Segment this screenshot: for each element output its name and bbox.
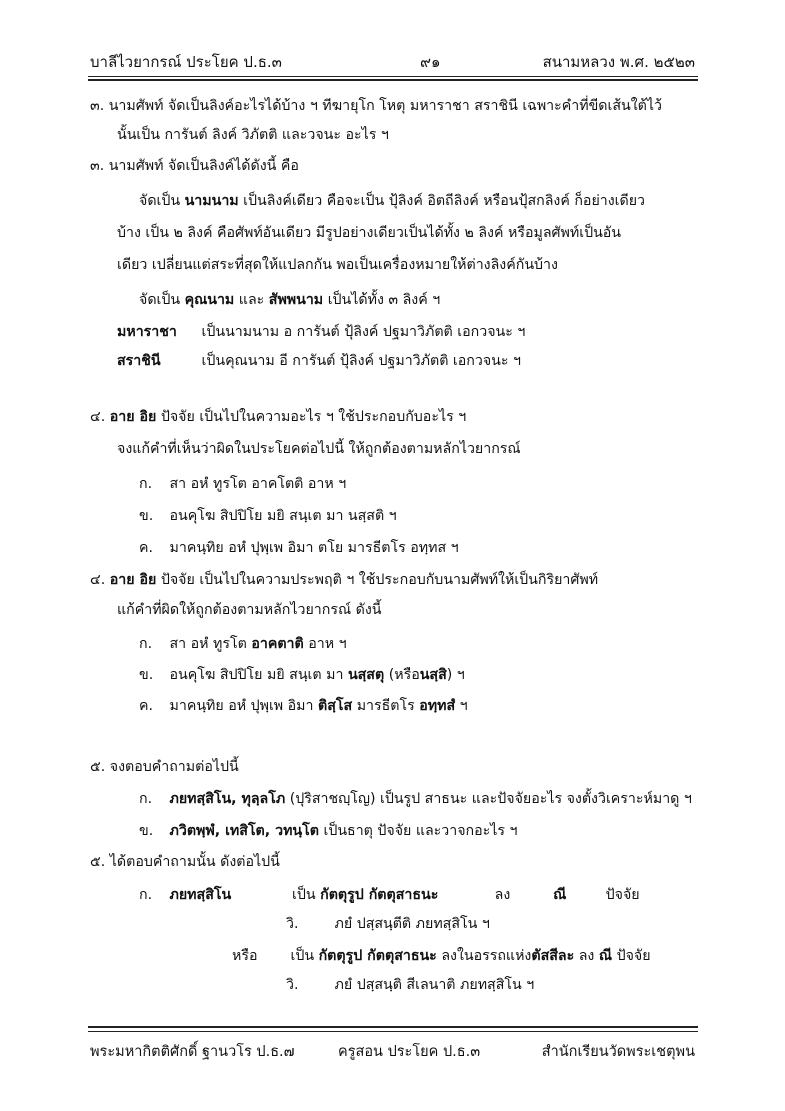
a4-item-3-mark: ค.	[139, 698, 154, 714]
q3-number: ๓.	[90, 98, 105, 114]
q4-item-3-mark: ค.	[139, 540, 154, 556]
a4-item-2-alt: นสฺสิ	[419, 667, 447, 683]
a3-line-1	[90, 156, 299, 176]
q5-item-2-mark: ข.	[139, 823, 154, 839]
a3-para-3: เดียว เปลี่ยนแต่สระที่สุดให้แปลกกัน พอเป็นเครื่องหมายให้ต่างลิงค์กันบ้าง	[117, 257, 558, 273]
q3-line-1	[90, 96, 662, 116]
q3-text-1: นามศัพท์ จัดเป็นลิงค์อะไรได้บ้าง ฯ ทีฆายุโก โหตุ มหาราชา สราชินี เฉพาะคำที่ขีดเส้นใต้ไว้	[108, 98, 662, 114]
q4-head: ปัจจัย เป็นไปในความอะไร ฯ ใช้ประกอบกับอะไร ฯ	[160, 409, 467, 425]
a3-para-1	[139, 191, 645, 211]
q5-number: ๕.	[90, 759, 106, 775]
a5-line-1	[90, 852, 280, 872]
page-header	[90, 50, 695, 76]
a5-analysis-1-mark: วิ.	[286, 916, 299, 932]
a3-word-1-term: มหาราชา	[117, 324, 177, 340]
a5-t1-e: ปัจจัย	[605, 887, 640, 903]
a5-analysis-1	[286, 914, 490, 934]
a4-item-3-correction-1: ติสฺโส	[318, 698, 353, 714]
a4-item-1-correction: อาคตาติ	[251, 636, 304, 652]
a3-p1-c: เป็นลิงค์เดียว คือจะเป็น ปุ้ลิงค์ อิตถีลิงค์ หรือนปุ้สกลิงค์ ก็อย่างเดียว	[243, 193, 646, 209]
a5-t2-c: ลงในอรรถแห่ง	[441, 948, 532, 964]
a5-t1-c: ลง	[494, 887, 511, 903]
q4-line-1	[90, 407, 466, 427]
a5-t2-form: กัตตุรูป กัตตุสาธนะ	[318, 948, 437, 964]
q4-item-2-mark: ข.	[139, 508, 154, 524]
footer-role: ครูสอน ประโยค ป.ธ.๓	[338, 1044, 481, 1060]
a3-word-2	[117, 351, 521, 371]
a4-item-2-c: (หรือ	[388, 667, 420, 683]
a5-item-1-alt	[232, 946, 651, 966]
a5-item-1-mark: ก.	[139, 887, 153, 903]
a5-t1-suffix: ณี	[553, 887, 567, 903]
q4-item-1	[139, 474, 346, 494]
footer-rule-thick	[88, 1026, 698, 1028]
a3-word-1	[117, 322, 525, 342]
a5-t2-a: เป็น	[290, 948, 315, 964]
a5-t2-g: ปัจจัย	[616, 948, 651, 964]
q4-item-1-text: สา อหํ ทูรโต อาคโตติ อาห ฯ	[169, 476, 347, 492]
a3-word-2-term: สราชินี	[117, 353, 161, 369]
a4-item-3-correction-2: อทฺทสํ	[419, 698, 456, 714]
a3-para-4	[139, 290, 440, 310]
q4-instruction: จงแก้คำที่เห็นว่าผิดในประโยคต่อไปนี้ ให้ถูกต้องตามหลักไวยากรณ์	[117, 441, 521, 457]
a3-p4-term-2: สัพพนาม	[268, 292, 324, 308]
q3-line-2: นั้นเป็น การันต์ ลิงค์ วิภัตติ และวจนะ อะไร ฯ	[117, 127, 389, 143]
header-rule-thin	[88, 76, 698, 77]
a5-t2-e: ลง	[578, 948, 595, 964]
a4-line-1	[90, 570, 598, 590]
a3-number: ๓.	[90, 158, 105, 174]
a5-analysis-2-text: ภยํ ปสฺสนฺติ สีเลนาติ ภยทสฺสิโน ฯ	[334, 977, 535, 993]
a4-item-3-c: มารธีตโร	[356, 698, 415, 714]
a3-p1-term: นามนาม	[184, 193, 239, 209]
q5-item-1-mark: ก.	[139, 791, 153, 807]
a5-t2-suffix: ณี	[598, 948, 613, 964]
a5-number: ๕.	[90, 854, 106, 870]
header-title: บาลีไวยากรณ์ ประโยค ป.ธ.๓	[90, 53, 282, 71]
q5-item-1	[139, 789, 692, 809]
footer-author: พระมหากิตติศักดิ์ ฐานวโร ป.ธ.๗	[90, 1044, 295, 1060]
a5-item-1	[139, 885, 640, 905]
q5-item-1-text: (ปุริสาชญฺโญ) เป็นรูป สาธนะ และปัจจัยอะไร จงตั้งวิเคราะห์มาดู ฯ	[289, 791, 692, 807]
a4-term: อาย อิย	[109, 572, 157, 588]
a4-item-1-mark: ก.	[139, 636, 153, 652]
a4-item-2-mark: ข.	[139, 667, 154, 683]
q4-number: ๔.	[90, 409, 106, 425]
q5-item-2	[139, 821, 518, 841]
a3-word-2-desc: เป็นคุณนาม อี การันต์ ปุ้ลิงค์ ปฐมาวิภัตติ เอกวจนะ ฯ	[201, 353, 521, 369]
q4-term: อาย อิย	[109, 409, 157, 425]
q5-item-1-terms: ภยทสฺสิโน, ทุลฺลโภ	[169, 791, 286, 807]
a4-item-2-correction: นสฺสตุ	[347, 667, 385, 683]
q5-head: จงตอบคำถามต่อไปนี้	[109, 759, 239, 775]
q5-item-2-terms: ภวิตพฺพํ, เทสิโต, วทนฺโต	[169, 823, 319, 839]
footer-rule-thin	[88, 1031, 698, 1032]
q4-item-2-text: อนคุโฆ สิปปิโย มยิ สนฺเต มา นสฺสติ ฯ	[169, 508, 397, 524]
a4-head: ปัจจัย เป็นไปในความประพฤติ ฯ ใช้ประกอบกับนามศัพท์ให้เป็นกิริยาศัพท์	[160, 572, 599, 588]
q5-line-1	[90, 757, 239, 777]
a5-analysis-2	[286, 975, 534, 995]
a5-t2-term: ตัสสีละ	[531, 948, 575, 964]
a5-head: ได้ตอบคำถามนั้น ดังต่อไปนี้	[109, 854, 280, 870]
a3-word-1-desc: เป็นนามนาม อ การันต์ ปุ้ลิงค์ ปฐมาวิภัตติ เอกวจนะ ฯ	[201, 324, 526, 340]
a4-item-3-e: ฯ	[459, 698, 468, 714]
a4-instruction: แก้คำที่ผิดให้ถูกต้องตามหลักไวยากรณ์ ดังนี้	[117, 602, 382, 618]
a5-or: หรือ	[232, 948, 258, 964]
q4-item-2	[139, 506, 397, 526]
q4-item-3-text: มาคนฺทิย อหํ ปุพฺเพ อิมา ตโย มารธีตโร อทฺทส ฯ	[169, 540, 459, 556]
a5-analysis-2-mark: วิ.	[286, 977, 299, 993]
a4-item-1	[139, 634, 347, 654]
a4-item-3-a: มาคนฺทิย อหํ ปุพฺเพ อิมา	[169, 698, 314, 714]
q4-item-3	[139, 538, 459, 558]
a3-p1-a: จัดเป็น	[139, 193, 181, 209]
a4-item-3	[139, 696, 468, 716]
a5-item-1-word: ภยทสฺสิโน	[169, 887, 232, 903]
a4-item-1-c: อาห ฯ	[308, 636, 347, 652]
a3-p4-a: จัดเป็น	[139, 292, 181, 308]
a3-p4-term-1: คุณนาม	[184, 292, 235, 308]
a5-analysis-1-text: ภยํ ปสฺสนฺตีติ ภยทสฺสิโน ฯ	[334, 916, 490, 932]
a5-t1-form: กัตตุรูป กัตตุสาธนะ	[320, 887, 439, 903]
header-rule-thick	[88, 79, 698, 81]
footer-institution: สำนักเรียนวัดพระเชตุพน	[541, 1044, 695, 1060]
page-number: ๙๑	[420, 53, 441, 71]
a3-p4-e: เป็นได้ทั้ง ๓ ลิงค์ ฯ	[327, 292, 441, 308]
page-footer	[90, 1040, 695, 1066]
a4-item-1-a: สา อหํ ทูรโต	[169, 636, 247, 652]
a3-p4-c: และ	[238, 292, 265, 308]
q5-item-2-text: เป็นธาตุ ปัจจัย และวาจกอะไร ฯ	[323, 823, 518, 839]
a3-intro: นามศัพท์ จัดเป็นลิงค์ได้ดังนี้ คือ	[108, 158, 299, 174]
a4-item-2-a: อนคุโฆ สิปปิโย มยิ สนฺเต มา	[169, 667, 344, 683]
header-exam-year: สนามหลวง พ.ศ. ๒๕๒๓	[542, 53, 695, 71]
q4-item-1-mark: ก.	[139, 476, 153, 492]
a3-para-2: บ้าง เป็น ๒ ลิงค์ คือศัพท์อันเดียว มีรูปอย่างเดียวเป็นได้ทั้ง ๒ ลิงค์ หรือมูลศัพท์เป็นอัน	[117, 225, 621, 241]
a4-item-2	[139, 665, 465, 685]
a4-number: ๔.	[90, 572, 106, 588]
a5-t1-a: เป็น	[292, 887, 316, 903]
a4-item-2-e: ) ฯ	[446, 667, 465, 683]
